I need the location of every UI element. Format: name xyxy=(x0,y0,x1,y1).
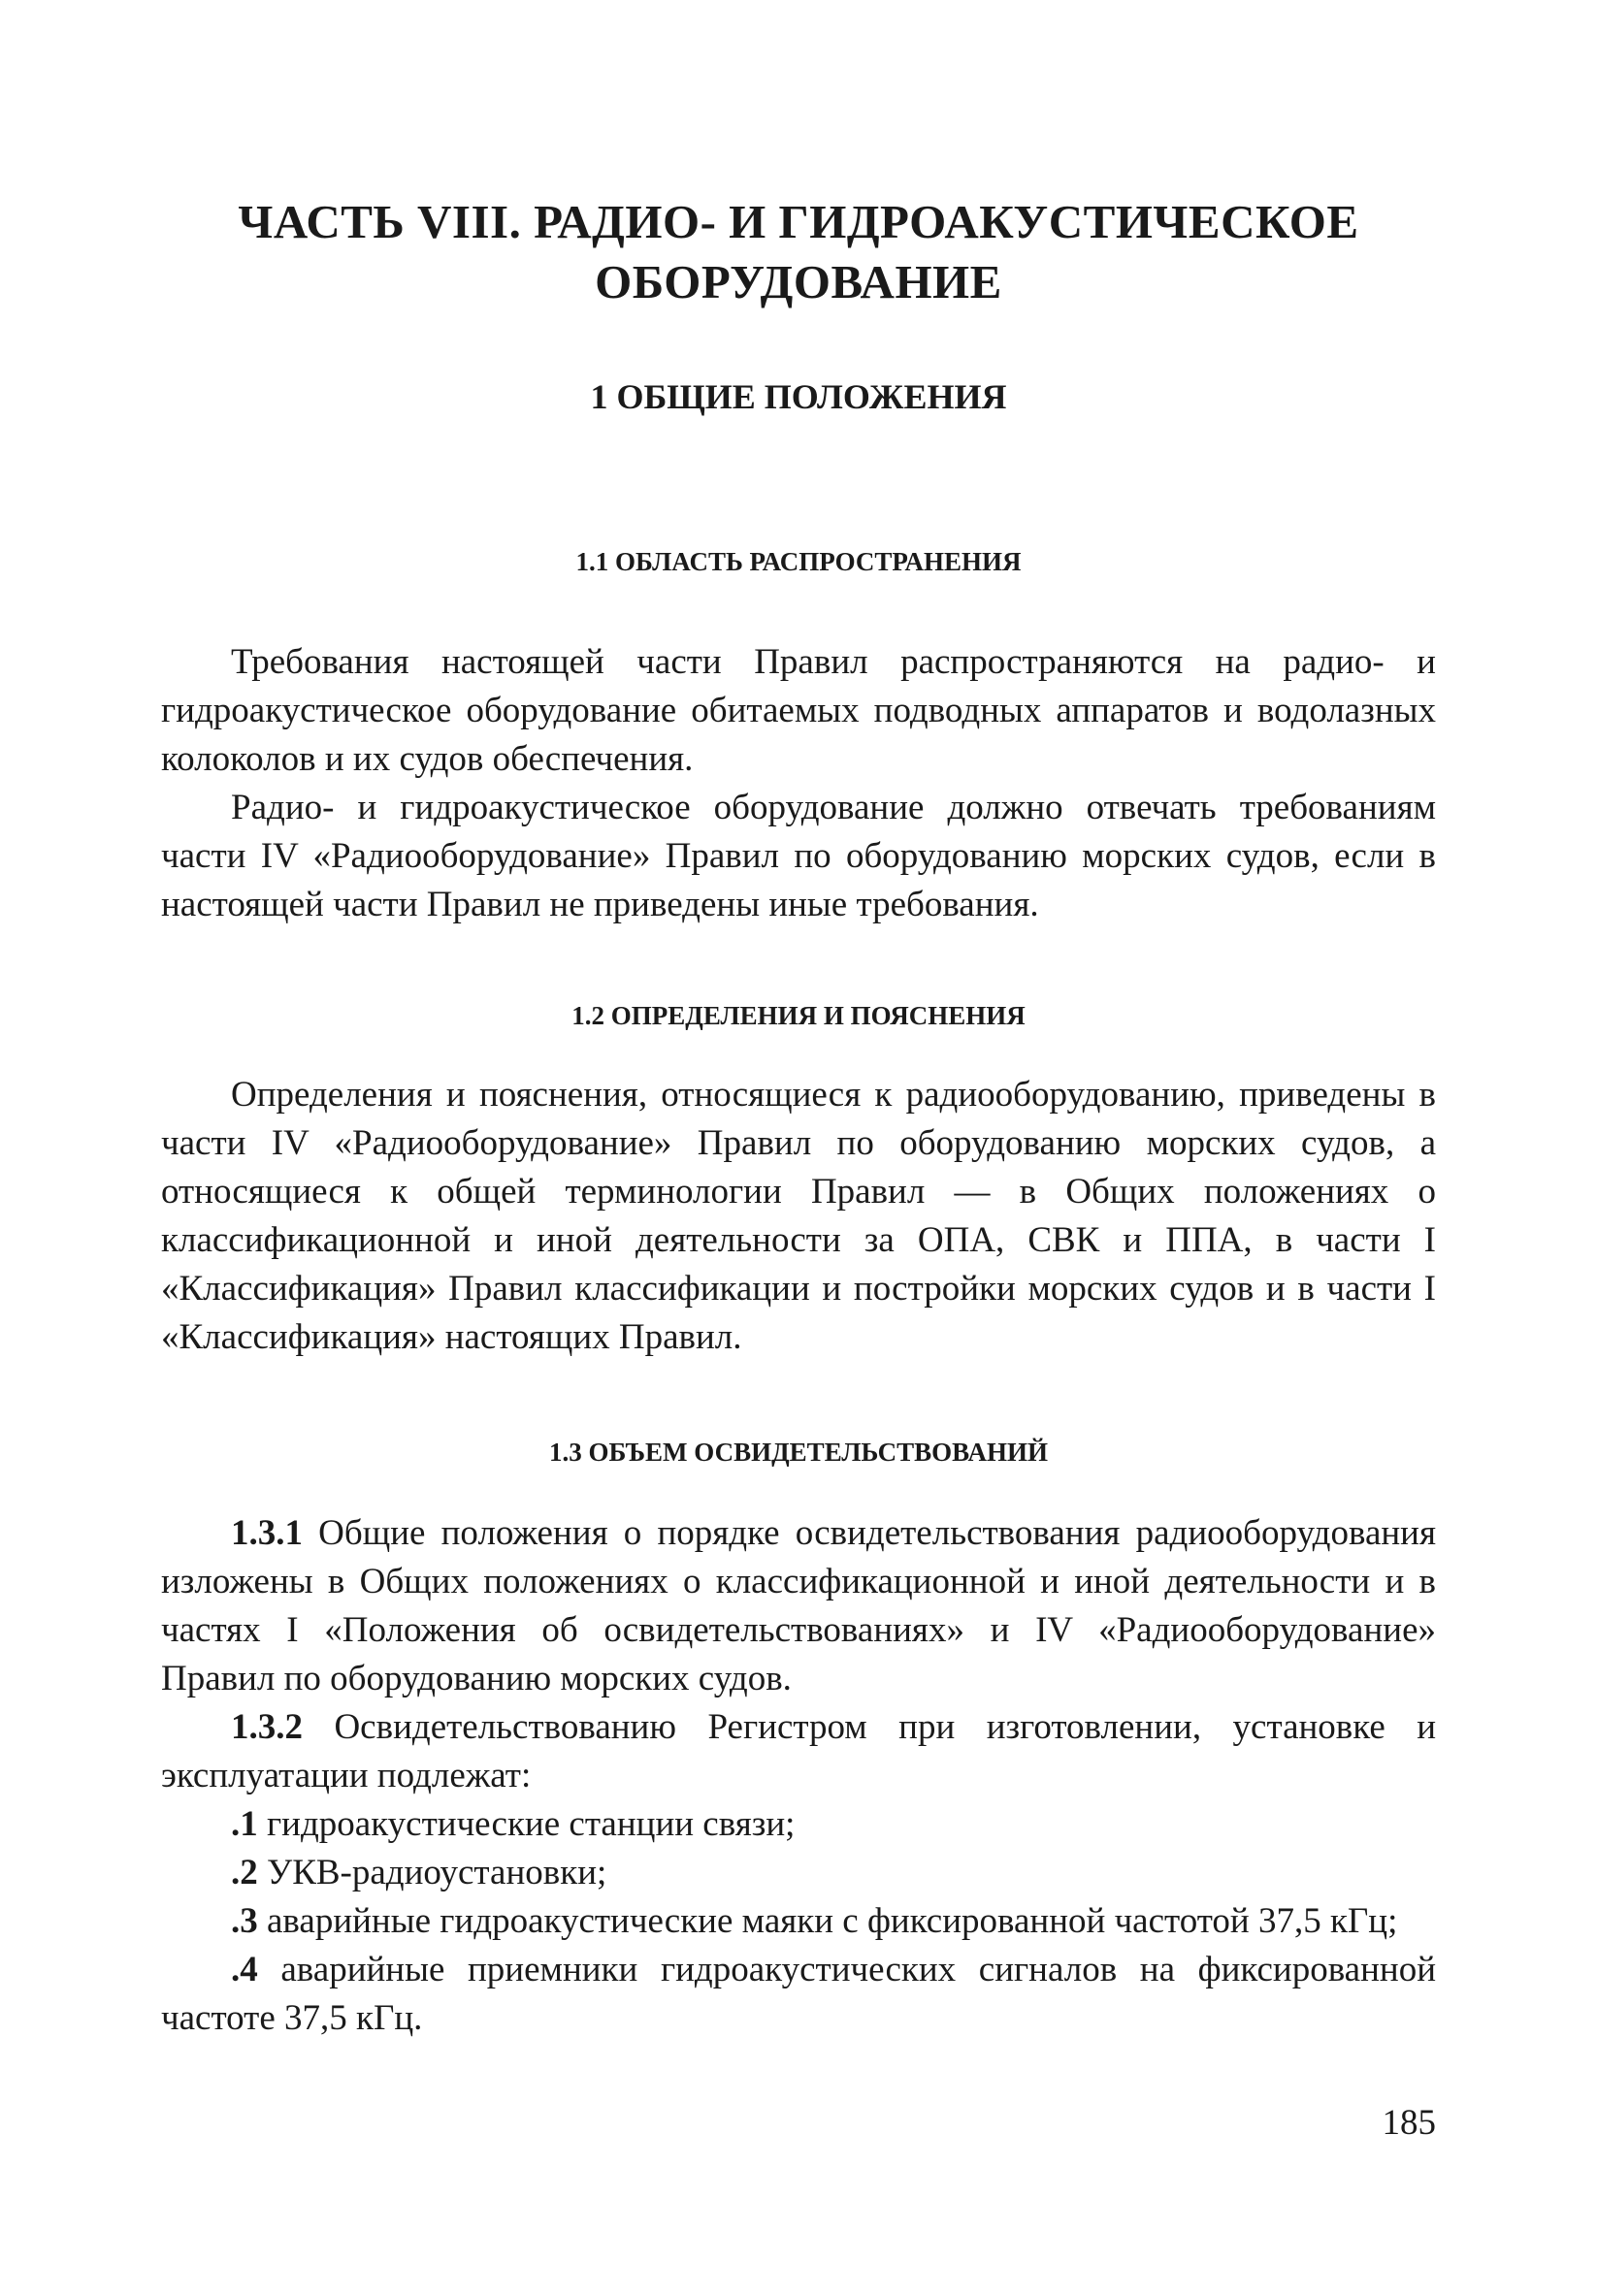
clause-text: Общие положения о порядке освидетельствования радиооборудования изложены в Общих положениях о классификационной и иной деятельности и в частях I «Положения об освидетельствованиях» и IV «Радиооборудование» Правил по оборудованию морских судов. xyxy=(161,1513,1436,1698)
section-1-3-body xyxy=(161,1509,1436,2043)
list-item-text: аварийные гидроакустические маяки с фиксированной частотой 37,5 кГц; xyxy=(257,1901,1398,1941)
list-item xyxy=(161,1800,1436,1849)
paragraph xyxy=(161,1509,1436,1703)
list-item-number: .1 xyxy=(231,1804,258,1844)
chapter-title: 1 ОБЩИЕ ПОЛОЖЕНИЯ xyxy=(590,377,1007,416)
clause-text: Освидетельствованию Регистром при изготовлении, установке и эксплуатации подлежат: xyxy=(161,1707,1436,1795)
list-item-number: .4 xyxy=(231,1950,258,1989)
clause-number: 1.3.2 xyxy=(231,1707,303,1747)
part-title-line-2: ОБОРУДОВАНИЕ xyxy=(595,255,1002,308)
paragraph: Требования настоящей части Правил распространяются на радио- и гидроакустическое оборудование обитаемых подводных аппаратов и водолазных колоколов и их судов обеспечения. xyxy=(161,642,1436,779)
section-1-2-body xyxy=(161,1071,1436,1362)
section-title-1-3: 1.3 ОБЪЕМ ОСВИДЕТЕЛЬСТВОВАНИЙ xyxy=(549,1438,1048,1467)
paragraph xyxy=(161,1703,1436,1800)
page-number: 185 xyxy=(1382,2103,1436,2143)
paragraph: Радио- и гидроакустическое оборудование должно отвечать требованиям части IV «Радиооборудование» Правил по оборудованию морских судов, если в настоящей части Правил не приведены иные требования. xyxy=(161,788,1436,924)
section-1-1-body xyxy=(161,638,1436,929)
list-item-number: .2 xyxy=(231,1853,258,1892)
section-title-1-2: 1.2 ОПРЕДЕЛЕНИЯ И ПОЯСНЕНИЯ xyxy=(571,1001,1026,1030)
list-item-number: .3 xyxy=(231,1901,258,1941)
part-title xyxy=(161,192,1436,312)
list-item xyxy=(161,1946,1436,2043)
list-item-text: УКВ-радиоустановки; xyxy=(257,1853,607,1892)
section-title-1-1: 1.1 ОБЛАСТЬ РАСПРОСТРАНЕНИЯ xyxy=(575,547,1022,576)
list-item-text: аварийные приемники гидроакустических сигналов на фиксированной частоте 37,5 кГц. xyxy=(161,1950,1436,2038)
paragraph: Определения и пояснения, относящиеся к радиооборудованию, приведены в части IV «Радиооборудование» Правил по оборудованию морских судов, а относящиеся к общей терминологии Правил — в Общих положениях о классификационной и иной деятельности за ОПА, СВК и ППА, в части I «Классификация» Правил классификации и постройки морских судов и в части I «Классификация» настоящих Правил. xyxy=(161,1075,1436,1357)
list-item xyxy=(161,1849,1436,1897)
list-item xyxy=(161,1897,1436,1946)
part-title-line-1: ЧАСТЬ VIII. РАДИО- И ГИДРОАКУСТИЧЕСКОЕ xyxy=(238,195,1359,248)
clause-number: 1.3.1 xyxy=(231,1513,303,1553)
list-item-text: гидроакустические станции связи; xyxy=(257,1804,796,1844)
